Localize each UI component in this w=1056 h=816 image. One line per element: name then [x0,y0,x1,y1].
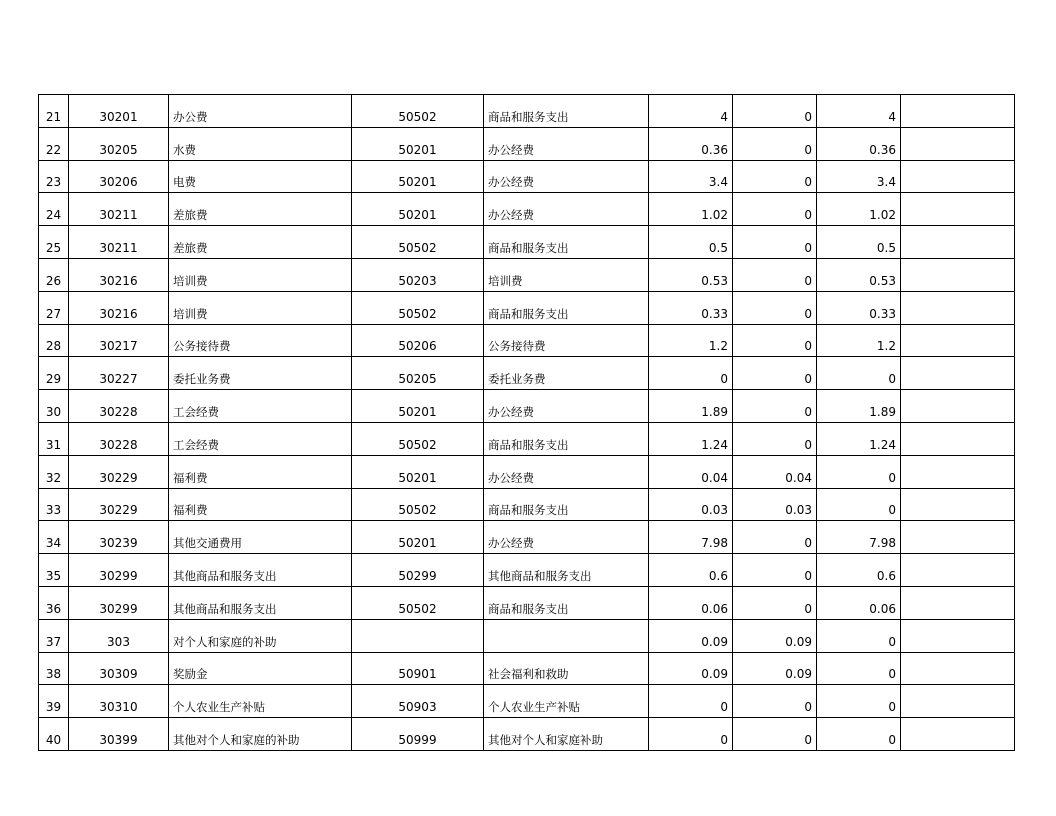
economic-name-cell: 委托业务费 [169,357,352,390]
row-index-cell: 22 [39,127,69,160]
economic-name-cell: 办公费 [169,95,352,128]
row-index-cell: 35 [39,554,69,587]
total-amount-cell: 0.03 [649,488,733,521]
note-cell [901,291,1015,324]
economic-code-cell: 30216 [69,291,169,324]
gov-code-cell: 50201 [352,193,484,226]
table-row [39,685,1015,718]
gov-code-cell: 50502 [352,488,484,521]
gov-code-cell: 50206 [352,324,484,357]
note-cell [901,521,1015,554]
gov-name-cell: 培训费 [484,258,649,291]
table-row [39,554,1015,587]
basic-amount-cell: 0.09 [733,619,817,652]
project-amount-cell: 0 [817,357,901,390]
economic-code-cell: 30201 [69,95,169,128]
basic-amount-cell: 0.03 [733,488,817,521]
table-row [39,291,1015,324]
economic-code-cell: 30228 [69,422,169,455]
economic-name-cell: 工会经费 [169,422,352,455]
economic-name-cell: 培训费 [169,258,352,291]
row-index-cell: 40 [39,718,69,751]
basic-amount-cell: 0 [733,291,817,324]
basic-amount-cell: 0 [733,193,817,226]
gov-code-cell [352,619,484,652]
table-row [39,652,1015,685]
note-cell [901,95,1015,128]
gov-name-cell: 办公经费 [484,193,649,226]
gov-name-cell: 委托业务费 [484,357,649,390]
economic-name-cell: 工会经费 [169,390,352,423]
gov-name-cell: 商品和服务支出 [484,226,649,259]
economic-name-cell: 对个人和家庭的补助 [169,619,352,652]
project-amount-cell: 0.53 [817,258,901,291]
gov-code-cell: 50201 [352,390,484,423]
table-row [39,226,1015,259]
gov-name-cell: 商品和服务支出 [484,422,649,455]
economic-name-cell: 差旅费 [169,193,352,226]
project-amount-cell: 1.02 [817,193,901,226]
economic-name-cell: 其他对个人和家庭的补助 [169,718,352,751]
economic-code-cell: 30216 [69,258,169,291]
row-index-cell: 26 [39,258,69,291]
total-amount-cell: 7.98 [649,521,733,554]
gov-code-cell: 50999 [352,718,484,751]
row-index-cell: 34 [39,521,69,554]
gov-name-cell: 个人农业生产补贴 [484,685,649,718]
note-cell [901,357,1015,390]
basic-amount-cell: 0.09 [733,652,817,685]
gov-code-cell: 50203 [352,258,484,291]
gov-code-cell: 50299 [352,554,484,587]
table-row [39,127,1015,160]
table-row [39,455,1015,488]
economic-code-cell: 30310 [69,685,169,718]
economic-code-cell: 30211 [69,193,169,226]
gov-name-cell: 社会福利和救助 [484,652,649,685]
basic-amount-cell: 0 [733,324,817,357]
gov-code-cell: 50201 [352,127,484,160]
basic-amount-cell: 0 [733,422,817,455]
basic-amount-cell: 0 [733,685,817,718]
project-amount-cell: 0 [817,652,901,685]
table-row [39,619,1015,652]
row-index-cell: 29 [39,357,69,390]
note-cell [901,324,1015,357]
table-row [39,390,1015,423]
gov-code-cell: 50201 [352,521,484,554]
total-amount-cell: 0.5 [649,226,733,259]
project-amount-cell: 0 [817,685,901,718]
economic-code-cell: 30399 [69,718,169,751]
table-row [39,718,1015,751]
total-amount-cell: 0.53 [649,258,733,291]
row-index-cell: 25 [39,226,69,259]
total-amount-cell: 0.04 [649,455,733,488]
economic-name-cell: 个人农业生产补贴 [169,685,352,718]
gov-name-cell: 公务接待费 [484,324,649,357]
note-cell [901,619,1015,652]
note-cell [901,685,1015,718]
basic-amount-cell: 0.04 [733,455,817,488]
table-row [39,324,1015,357]
project-amount-cell: 0.6 [817,554,901,587]
row-index-cell: 36 [39,586,69,619]
total-amount-cell: 0 [649,718,733,751]
economic-code-cell: 30206 [69,160,169,193]
table-row [39,521,1015,554]
gov-code-cell: 50901 [352,652,484,685]
total-amount-cell: 0.09 [649,619,733,652]
row-index-cell: 39 [39,685,69,718]
row-index-cell: 21 [39,95,69,128]
total-amount-cell: 1.02 [649,193,733,226]
note-cell [901,226,1015,259]
table-row [39,357,1015,390]
project-amount-cell: 4 [817,95,901,128]
economic-code-cell: 30227 [69,357,169,390]
total-amount-cell: 0.06 [649,586,733,619]
economic-code-cell: 30239 [69,521,169,554]
project-amount-cell: 1.89 [817,390,901,423]
economic-code-cell: 30309 [69,652,169,685]
economic-code-cell: 30229 [69,455,169,488]
gov-code-cell: 50502 [352,291,484,324]
economic-name-cell: 其他商品和服务支出 [169,554,352,587]
total-amount-cell: 3.4 [649,160,733,193]
table-row [39,488,1015,521]
basic-amount-cell: 0 [733,127,817,160]
economic-code-cell: 30217 [69,324,169,357]
row-index-cell: 38 [39,652,69,685]
total-amount-cell: 0 [649,357,733,390]
note-cell [901,488,1015,521]
economic-name-cell: 其他交通费用 [169,521,352,554]
note-cell [901,127,1015,160]
economic-name-cell: 福利费 [169,488,352,521]
total-amount-cell: 0.36 [649,127,733,160]
total-amount-cell: 0.6 [649,554,733,587]
gov-code-cell: 50201 [352,160,484,193]
basic-amount-cell: 0 [733,258,817,291]
row-index-cell: 33 [39,488,69,521]
project-amount-cell: 0.36 [817,127,901,160]
economic-name-cell: 其他商品和服务支出 [169,586,352,619]
note-cell [901,554,1015,587]
gov-code-cell: 50903 [352,685,484,718]
gov-code-cell: 50502 [352,422,484,455]
project-amount-cell: 0 [817,619,901,652]
project-amount-cell: 7.98 [817,521,901,554]
row-index-cell: 37 [39,619,69,652]
total-amount-cell: 0 [649,685,733,718]
project-amount-cell: 1.2 [817,324,901,357]
economic-code-cell: 30299 [69,586,169,619]
gov-name-cell: 商品和服务支出 [484,488,649,521]
total-amount-cell: 1.24 [649,422,733,455]
economic-code-cell: 30299 [69,554,169,587]
gov-name-cell: 办公经费 [484,390,649,423]
economic-name-cell: 水费 [169,127,352,160]
table-row [39,193,1015,226]
note-cell [901,718,1015,751]
budget-table [38,94,1015,751]
total-amount-cell: 0.33 [649,291,733,324]
project-amount-cell: 1.24 [817,422,901,455]
gov-name-cell: 商品和服务支出 [484,586,649,619]
table-row [39,422,1015,455]
gov-code-cell: 50205 [352,357,484,390]
row-index-cell: 27 [39,291,69,324]
economic-name-cell: 培训费 [169,291,352,324]
economic-code-cell: 30211 [69,226,169,259]
economic-code-cell: 30229 [69,488,169,521]
total-amount-cell: 1.2 [649,324,733,357]
economic-name-cell: 福利费 [169,455,352,488]
table-body [39,95,1015,751]
project-amount-cell: 0 [817,718,901,751]
total-amount-cell: 0.09 [649,652,733,685]
note-cell [901,586,1015,619]
project-amount-cell: 0.5 [817,226,901,259]
gov-name-cell: 办公经费 [484,127,649,160]
gov-name-cell: 其他对个人和家庭补助 [484,718,649,751]
note-cell [901,422,1015,455]
note-cell [901,455,1015,488]
basic-amount-cell: 0 [733,95,817,128]
project-amount-cell: 0.06 [817,586,901,619]
economic-code-cell: 303 [69,619,169,652]
basic-amount-cell: 0 [733,390,817,423]
note-cell [901,160,1015,193]
gov-code-cell: 50201 [352,455,484,488]
project-amount-cell: 3.4 [817,160,901,193]
row-index-cell: 32 [39,455,69,488]
gov-name-cell: 办公经费 [484,455,649,488]
total-amount-cell: 1.89 [649,390,733,423]
project-amount-cell: 0 [817,488,901,521]
economic-name-cell: 差旅费 [169,226,352,259]
note-cell [901,193,1015,226]
economic-name-cell: 公务接待费 [169,324,352,357]
table-row [39,95,1015,128]
economic-code-cell: 30205 [69,127,169,160]
project-amount-cell: 0.33 [817,291,901,324]
basic-amount-cell: 0 [733,226,817,259]
gov-code-cell: 50502 [352,226,484,259]
basic-amount-cell: 0 [733,586,817,619]
basic-amount-cell: 0 [733,521,817,554]
gov-name-cell: 其他商品和服务支出 [484,554,649,587]
gov-name-cell: 办公经费 [484,521,649,554]
table-row [39,160,1015,193]
gov-name-cell: 商品和服务支出 [484,291,649,324]
economic-name-cell: 电费 [169,160,352,193]
row-index-cell: 30 [39,390,69,423]
gov-name-cell [484,619,649,652]
gov-name-cell: 办公经费 [484,160,649,193]
table-row [39,258,1015,291]
note-cell [901,258,1015,291]
note-cell [901,652,1015,685]
table-row [39,586,1015,619]
economic-code-cell: 30228 [69,390,169,423]
basic-amount-cell: 0 [733,554,817,587]
basic-amount-cell: 0 [733,718,817,751]
economic-name-cell: 奖励金 [169,652,352,685]
row-index-cell: 24 [39,193,69,226]
row-index-cell: 23 [39,160,69,193]
row-index-cell: 31 [39,422,69,455]
project-amount-cell: 0 [817,455,901,488]
basic-amount-cell: 0 [733,357,817,390]
gov-name-cell: 商品和服务支出 [484,95,649,128]
gov-code-cell: 50502 [352,586,484,619]
gov-code-cell: 50502 [352,95,484,128]
row-index-cell: 28 [39,324,69,357]
basic-amount-cell: 0 [733,160,817,193]
note-cell [901,390,1015,423]
total-amount-cell: 4 [649,95,733,128]
